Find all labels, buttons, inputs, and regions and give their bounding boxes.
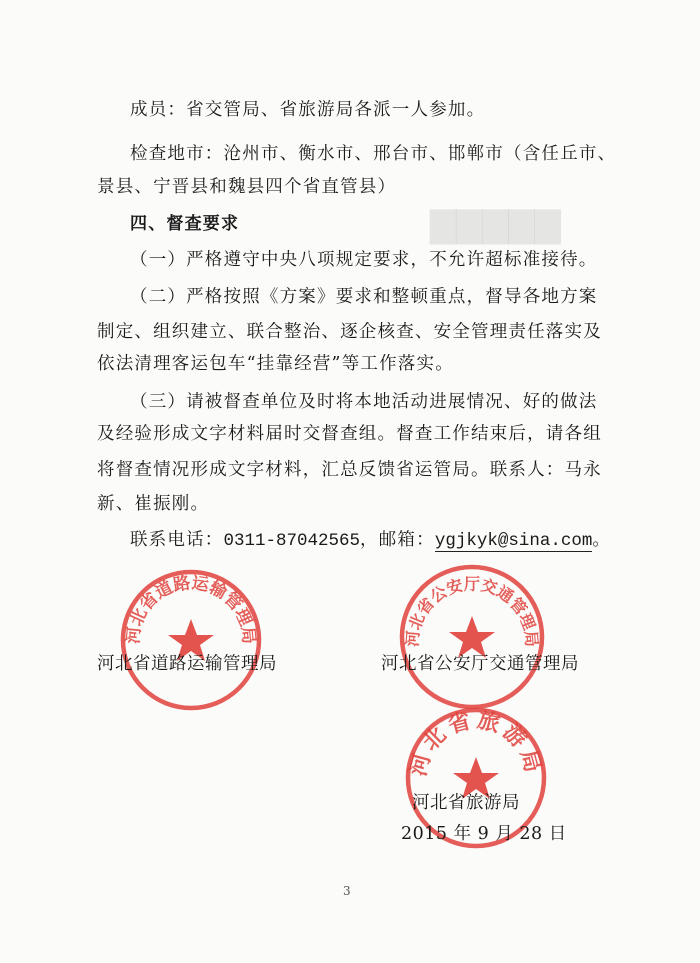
signature-road-transport: 河北省道路运输管理局 bbox=[97, 654, 277, 674]
contact-phone: 0311-87042565 bbox=[223, 531, 361, 551]
requirement-2-line-1: （二）严格按照《方案》要求和整顿重点，督导各地方案 bbox=[130, 287, 598, 307]
requirement-2-line-3: 依法清理客运包车“挂靠经营”等工作落实。 bbox=[97, 354, 454, 374]
seal-road-transport bbox=[118, 567, 264, 713]
signature-date: 2015 年 9 月 28 日 bbox=[401, 824, 567, 844]
svg-text:河北省道路运输管理局: 河北省道路运输管理局 bbox=[123, 573, 259, 645]
svg-text:河北省公安厅交通管理局: 河北省公安厅交通管理局 bbox=[402, 574, 542, 648]
email-period: 。 bbox=[592, 530, 612, 550]
cities-line-1: 检查地市：沧州市、衡水市、邢台市、邯郸市（含任丘市、 bbox=[130, 144, 617, 164]
bleed-through-shadow: ▇▇▇▇▇ bbox=[430, 205, 561, 245]
signature-traffic-police: 河北省公安厅交通管理局 bbox=[381, 654, 579, 674]
contact-line bbox=[130, 529, 611, 552]
requirement-3-line-4: 新、崔振刚。 bbox=[97, 494, 210, 514]
members-line: 成员：省交管局、省旅游局各派一人参加。 bbox=[130, 100, 486, 120]
email-label: ，邮箱： bbox=[360, 530, 435, 550]
requirement-1: （一）严格遵守中央八项规定要求，不允许超标准接待。 bbox=[130, 250, 598, 270]
contact-email[interactable]: ygjkyk@sina.com bbox=[434, 531, 593, 551]
requirement-3-line-1: （三）请被督查单位及时将本地活动进展情况、好的做法 bbox=[130, 392, 598, 412]
signature-tourism-bureau: 河北省旅游局 bbox=[412, 793, 520, 813]
page-number: 3 bbox=[343, 884, 351, 898]
requirement-3-line-2: 及经验形成文字材料届时交督查组。督查工作结束后，请各组 bbox=[97, 424, 602, 444]
section4-title: 四、督查要求 bbox=[130, 214, 240, 234]
svg-text:河北省旅游局: 河北省旅游局 bbox=[405, 706, 547, 779]
requirement-3-line-3: 将督查情况形成文字材料，汇总反馈省运管局。联系人：马永 bbox=[97, 460, 602, 480]
seal-traffic-police bbox=[397, 562, 547, 712]
cities-line-2: 景县、宁晋县和魏县四个省直管县） bbox=[97, 177, 397, 197]
contact-label: 联系电话： bbox=[130, 530, 224, 550]
requirement-2-line-2: 制定、组织建立、联合整治、逐企核查、安全管理责任落实及 bbox=[97, 322, 602, 342]
